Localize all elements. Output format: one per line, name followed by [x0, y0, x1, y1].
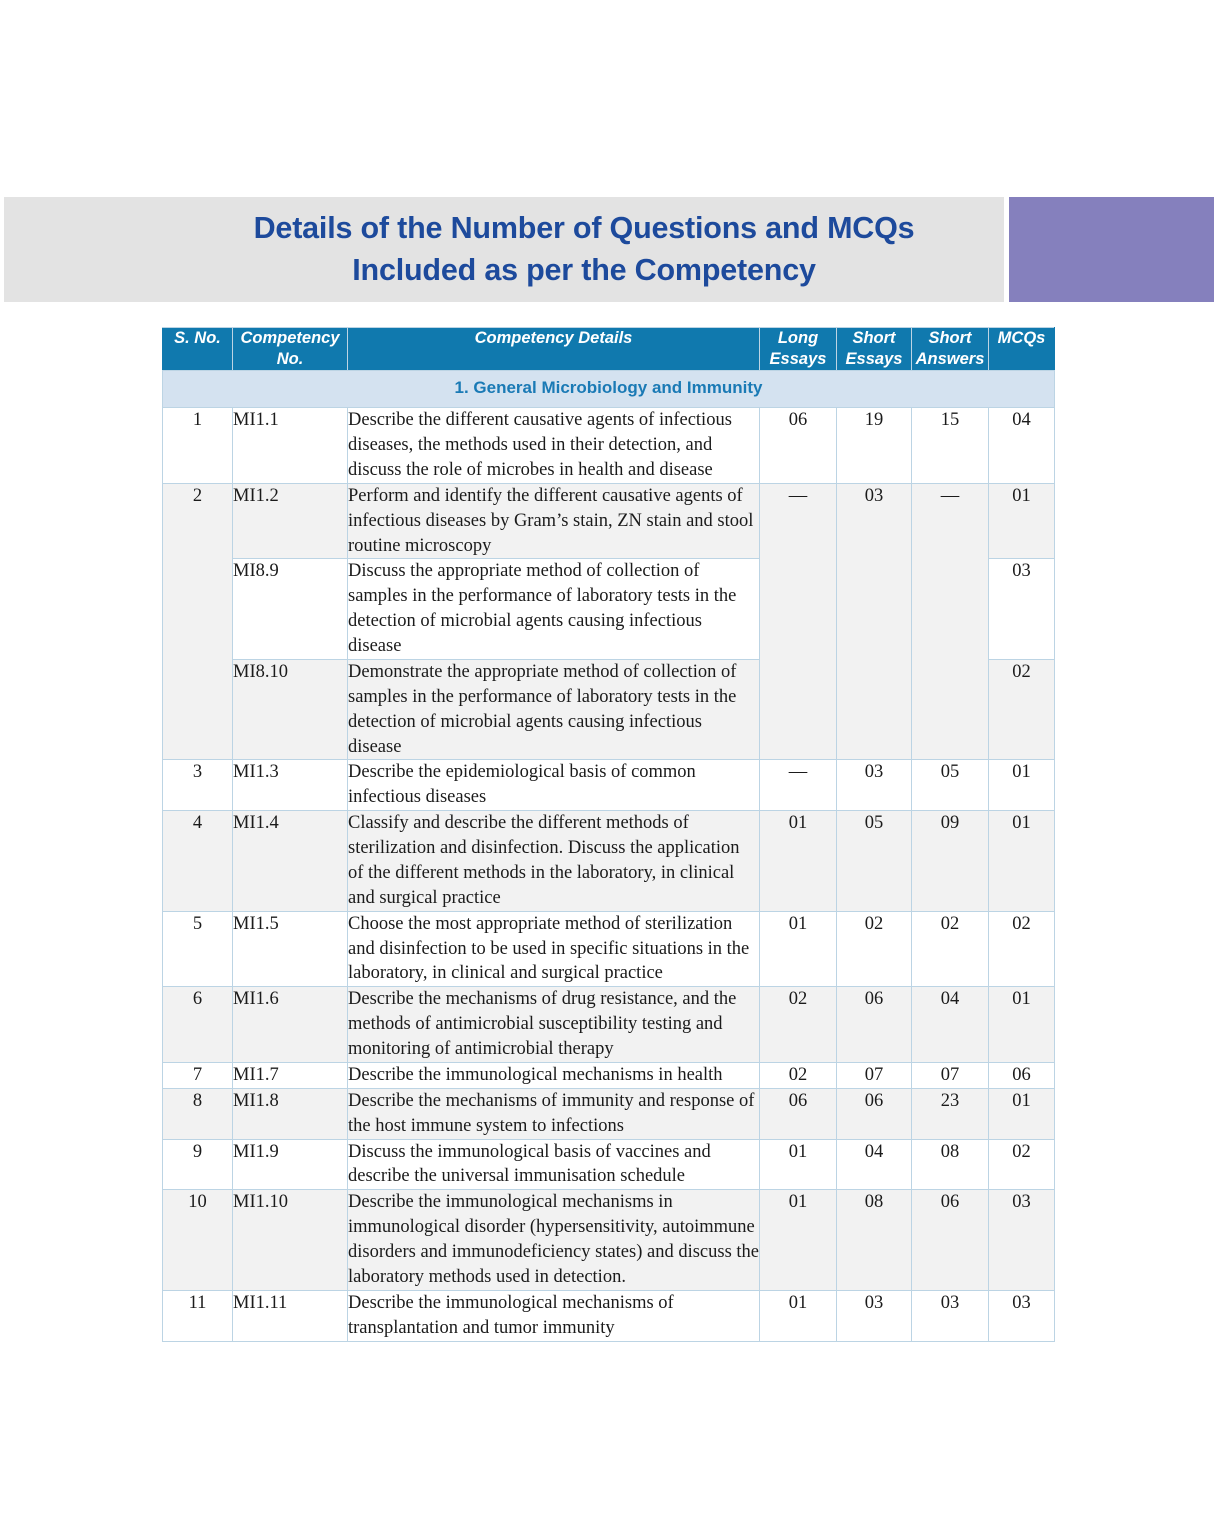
table-row — [163, 911, 1055, 987]
cell-long-essays: 01 — [760, 1190, 837, 1291]
cell-long-essays: — — [760, 483, 837, 760]
cell-details: Describe the mechanisms of immunity and response of the host immune system to infections — [348, 1088, 760, 1139]
table-body — [163, 371, 1055, 1341]
cell-sno: 5 — [163, 911, 233, 987]
cell-long-essays: 01 — [760, 1139, 837, 1190]
cell-short-answers: 23 — [912, 1088, 989, 1139]
column-header-competency-no — [233, 328, 348, 371]
cell-long-essays: 02 — [760, 987, 837, 1063]
cell-sno: 7 — [163, 1062, 233, 1088]
cell-mcqs: 02 — [989, 1139, 1055, 1190]
cell-short-answers: 03 — [912, 1290, 989, 1341]
cell-long-essays: 06 — [760, 408, 837, 484]
table-header-row — [163, 328, 1055, 371]
competency-table — [162, 327, 1055, 1342]
cell-short-essays: 08 — [837, 1190, 912, 1291]
cell-details: Perform and identify the different causative agents of infectious diseases by Gram’s stain, ZN stain and stool routine microscopy — [348, 483, 760, 559]
cell-short-answers: 04 — [912, 987, 989, 1063]
cell-details: Describe the different causative agents of infectious diseases, the methods used in their detection, and discuss the role of microbes in health and disease — [348, 408, 760, 484]
cell-short-answers: 06 — [912, 1190, 989, 1291]
cell-mcqs: 01 — [989, 1088, 1055, 1139]
page-title-line1: Details of the Number of Questions and MCQs — [253, 211, 915, 246]
cell-mcqs: 01 — [989, 483, 1055, 559]
cell-short-essays: 02 — [837, 911, 912, 987]
cell-competency-no: MI1.7 — [233, 1062, 348, 1088]
table-row — [163, 1088, 1055, 1139]
cell-short-essays: 19 — [837, 408, 912, 484]
section-header-label: 1. General Microbiology and Immunity — [163, 371, 1055, 408]
cell-mcqs: 01 — [989, 760, 1055, 811]
column-header-mcqs: MCQs — [989, 328, 1055, 371]
column-header-short-answers — [912, 328, 989, 371]
cell-short-essays: 04 — [837, 1139, 912, 1190]
cell-short-essays: 03 — [837, 760, 912, 811]
cell-details: Describe the immunological mechanisms in health — [348, 1062, 760, 1088]
cell-details: Discuss the appropriate method of collection of samples in the performance of laboratory tests in the detection of microbial agents causing infectious disease — [348, 559, 760, 660]
cell-short-answers: 08 — [912, 1139, 989, 1190]
cell-mcqs: 04 — [989, 408, 1055, 484]
page-title-line2: Included as per the Competency — [352, 252, 816, 287]
title-banner — [4, 197, 1004, 302]
column-header-short-essays-line1: Short — [852, 329, 896, 347]
cell-sno: 6 — [163, 987, 233, 1063]
cell-sno: 9 — [163, 1139, 233, 1190]
cell-sno: 1 — [163, 408, 233, 484]
cell-competency-no: MI1.5 — [233, 911, 348, 987]
cell-competency-no: MI8.10 — [233, 659, 348, 760]
cell-short-essays: 07 — [837, 1062, 912, 1088]
table-row — [163, 811, 1055, 912]
cell-short-answers: 02 — [912, 911, 989, 987]
cell-long-essays: 02 — [760, 1062, 837, 1088]
cell-details: Classify and describe the different methods of sterilization and disinfection. Discuss the application of the different methods in the laboratory, in clinical and surgical practice — [348, 811, 760, 912]
cell-competency-no: MI1.1 — [233, 408, 348, 484]
cell-short-answers: 07 — [912, 1062, 989, 1088]
column-header-sno: S. No. — [163, 328, 233, 371]
cell-mcqs: 03 — [989, 1290, 1055, 1341]
cell-short-essays: 06 — [837, 987, 912, 1063]
cell-details: Demonstrate the appropriate method of collection of samples in the performance of laboratory tests in the detection of microbial agents causing infectious disease — [348, 659, 760, 760]
column-header-short-essays-line2: Essays — [845, 350, 903, 369]
table-row — [163, 760, 1055, 811]
cell-mcqs: 06 — [989, 1062, 1055, 1088]
cell-sno: 3 — [163, 760, 233, 811]
column-header-short-answers-line2: Answers — [915, 350, 985, 369]
column-header-competency-no-line1: Competency — [240, 329, 340, 347]
table-row — [163, 987, 1055, 1063]
cell-short-essays: 03 — [837, 1290, 912, 1341]
column-header-long-essays-line1: Long — [777, 329, 819, 347]
cell-short-answers: 05 — [912, 760, 989, 811]
page-title — [254, 208, 915, 291]
cell-short-answers: — — [912, 483, 989, 760]
cell-competency-no: MI1.10 — [233, 1190, 348, 1291]
cell-short-answers: 15 — [912, 408, 989, 484]
cell-mcqs: 03 — [989, 1190, 1055, 1291]
cell-long-essays: 01 — [760, 811, 837, 912]
cell-short-essays: 03 — [837, 483, 912, 760]
cell-short-answers: 09 — [912, 811, 989, 912]
column-header-long-essays — [760, 328, 837, 371]
cell-long-essays: — — [760, 760, 837, 811]
table-row — [163, 1139, 1055, 1190]
cell-competency-no: MI1.2 — [233, 483, 348, 559]
cell-details: Describe the immunological mechanisms of transplantation and tumor immunity — [348, 1290, 760, 1341]
cell-competency-no: MI1.11 — [233, 1290, 348, 1341]
cell-sno: 2 — [163, 483, 233, 760]
competency-table-wrapper — [162, 327, 1054, 1342]
cell-sno: 4 — [163, 811, 233, 912]
cell-competency-no: MI1.8 — [233, 1088, 348, 1139]
column-header-long-essays-line2: Essays — [769, 350, 827, 369]
cell-details: Choose the most appropriate method of sterilization and disinfection to be used in specific situations in the laboratory, in clinical and surgical practice — [348, 911, 760, 987]
banner-accent-block — [1009, 197, 1214, 302]
cell-mcqs: 01 — [989, 811, 1055, 912]
cell-long-essays: 01 — [760, 911, 837, 987]
cell-mcqs: 03 — [989, 559, 1055, 660]
column-header-competency-details: Competency Details — [348, 328, 760, 371]
cell-sno: 8 — [163, 1088, 233, 1139]
column-header-short-essays — [837, 328, 912, 371]
cell-mcqs: 02 — [989, 659, 1055, 760]
cell-short-essays: 05 — [837, 811, 912, 912]
cell-competency-no: MI8.9 — [233, 559, 348, 660]
cell-details: Describe the immunological mechanisms in immunological disorder (hypersensitivity, autoimmune disorders and immunodeficiency states) and discuss the laboratory methods used in detection. — [348, 1190, 760, 1291]
cell-competency-no: MI1.9 — [233, 1139, 348, 1190]
cell-sno: 11 — [163, 1290, 233, 1341]
cell-short-essays: 06 — [837, 1088, 912, 1139]
table-row — [163, 1190, 1055, 1291]
column-header-competency-no-line2: No. — [276, 350, 304, 369]
table-row — [163, 1290, 1055, 1341]
section-header-row — [163, 371, 1055, 408]
table-row — [163, 408, 1055, 484]
cell-details: Describe the epidemiological basis of common infectious diseases — [348, 760, 760, 811]
cell-competency-no: MI1.4 — [233, 811, 348, 912]
table-row — [163, 1062, 1055, 1088]
cell-long-essays: 01 — [760, 1290, 837, 1341]
cell-long-essays: 06 — [760, 1088, 837, 1139]
cell-sno: 10 — [163, 1190, 233, 1291]
table-header — [163, 328, 1055, 371]
cell-mcqs: 01 — [989, 987, 1055, 1063]
column-header-short-answers-line1: Short — [928, 329, 972, 347]
cell-mcqs: 02 — [989, 911, 1055, 987]
cell-competency-no: MI1.6 — [233, 987, 348, 1063]
cell-competency-no: MI1.3 — [233, 760, 348, 811]
cell-details: Discuss the immunological basis of vaccines and describe the universal immunisation schedule — [348, 1139, 760, 1190]
cell-details: Describe the mechanisms of drug resistance, and the methods of antimicrobial susceptibility testing and monitoring of antimicrobial therapy — [348, 987, 760, 1063]
table-row — [163, 483, 1055, 559]
